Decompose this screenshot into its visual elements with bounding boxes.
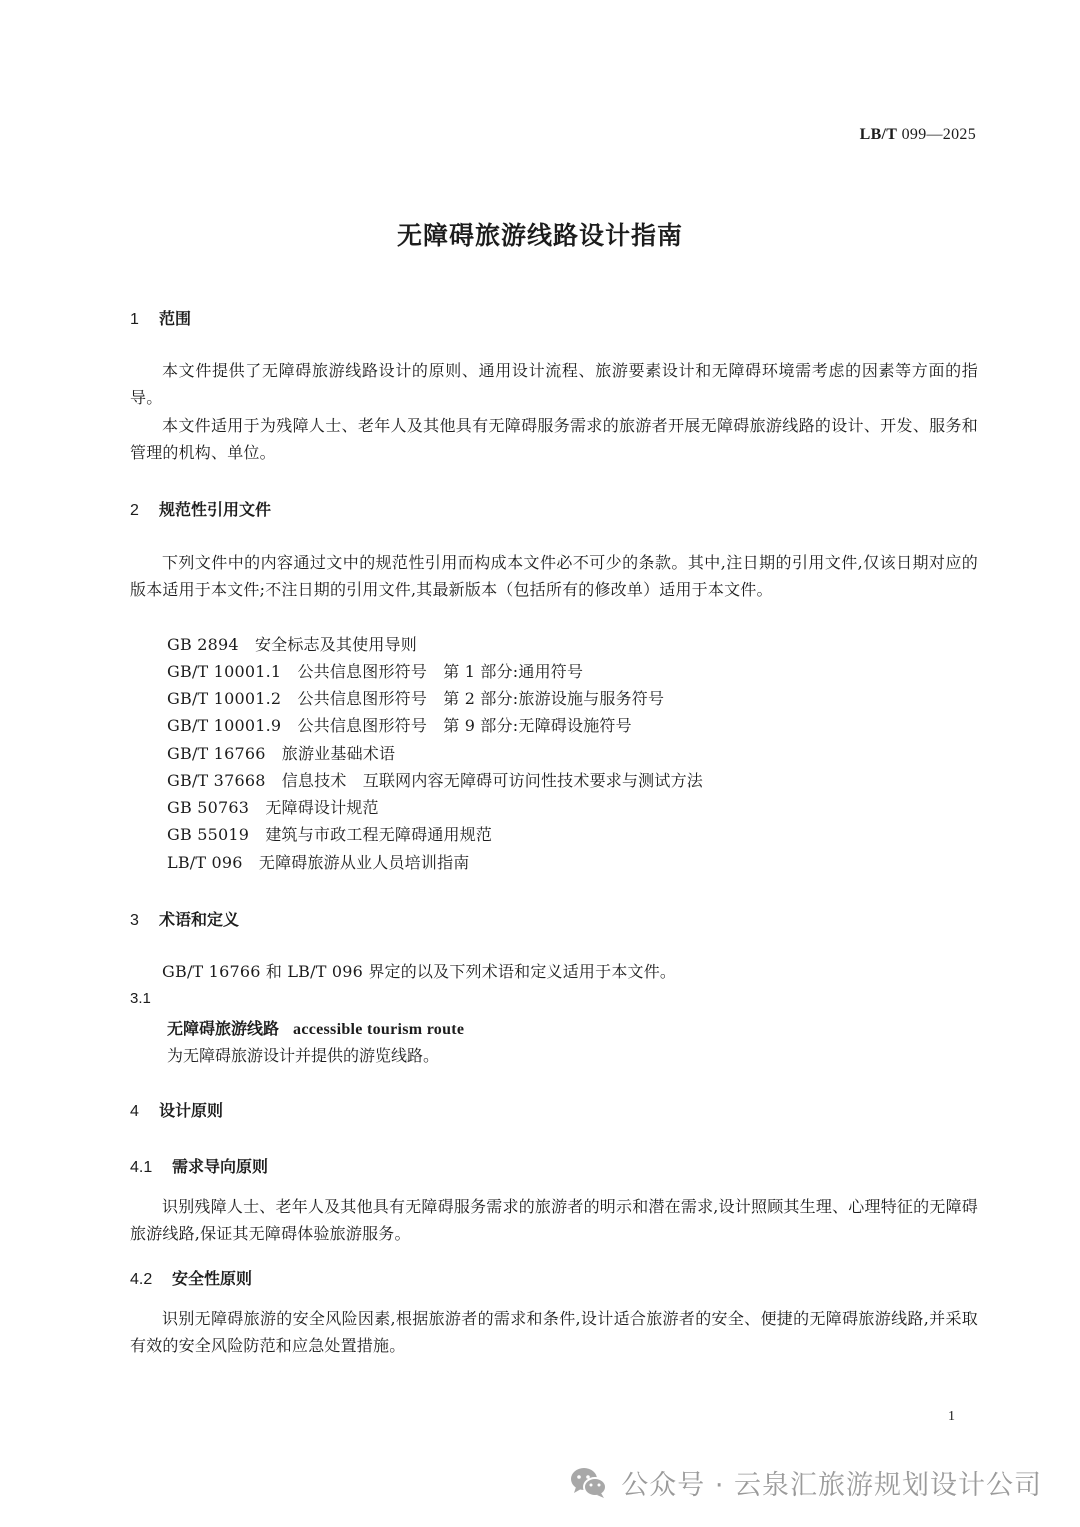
reference-item: GB/T 16766 旅游业基础术语: [167, 744, 396, 763]
code-prefix: LB/T: [859, 126, 898, 143]
subsection-title: 需求导向原则: [172, 1157, 269, 1176]
section-heading-1: [130, 306, 191, 329]
section-number: 4: [130, 1103, 139, 1120]
watermark-footer: [569, 1463, 1042, 1502]
paragraph: 下列文件中的内容通过文中的规范性引用而构成本文件必不可少的条款。其中,注日期的引用文件,仅该日期对应的版本适用于本文件;不注日期的引用文件,其最新版本（包括所有的修改单）适用于本文件。: [130, 553, 978, 599]
paragraph: 识别无障碍旅游的安全风险因素,根据旅游者的需求和条件,设计适合旅游者的安全、便捷的无障碍旅游线路,并采取有效的安全风险防范和应急处置措施。: [130, 1309, 978, 1355]
term-definition: 为无障碍旅游设计并提供的游览线路。: [167, 1046, 440, 1065]
section-title: 范围: [159, 309, 192, 328]
term-number: 3.1: [130, 990, 151, 1007]
reference-item: LB/T 096 无障碍旅游从业人员培训指南: [167, 853, 470, 872]
reference-item: GB/T 10001.1 公共信息图形符号 第 1 部分:通用符号: [167, 662, 584, 681]
reference-item: GB/T 10001.9 公共信息图形符号 第 9 部分:无障碍设施符号: [167, 716, 632, 735]
section-number: 2: [130, 502, 139, 519]
paragraph: GB/T 16766 和 LB/T 096 界定的以及下列术语和定义适用于本文件。: [162, 962, 677, 981]
subsection-title: 安全性原则: [172, 1269, 253, 1288]
paragraph: 识别残障人士、老年人及其他具有无障碍服务需求的旅游者的明示和潜在需求,设计照顾其生理、心理特征的无障碍旅游线路,保证其无障碍体验旅游服务。: [130, 1197, 978, 1243]
section-number: 1: [130, 311, 139, 328]
section-title: 术语和定义: [159, 910, 240, 929]
section-title: 规范性引用文件: [159, 500, 272, 519]
page-number: 1: [948, 1409, 955, 1424]
reference-item: GB 55019 建筑与市政工程无障碍通用规范: [167, 825, 493, 844]
reference-item: GB/T 37668 信息技术 互联网内容无障碍可访问性技术要求与测试方法: [167, 771, 703, 790]
term-name-zh: 无障碍旅游线路: [167, 1019, 280, 1038]
document-title: 无障碍旅游线路设计指南: [396, 221, 683, 250]
reference-item: GB 2894 安全标志及其使用导则: [167, 635, 417, 654]
code-number: 099—2025: [901, 126, 976, 143]
section-number: 3: [130, 912, 139, 929]
term-name-en: accessible tourism route: [293, 1021, 465, 1038]
section-title: 设计原则: [159, 1101, 224, 1120]
subsection-heading-4-2: [130, 1266, 252, 1289]
subsection-number: 4.2: [130, 1271, 153, 1288]
paragraph: 本文件提供了无障碍旅游线路设计的原则、通用设计流程、旅游要素设计和无障碍环境需考虑的因素等方面的指导。: [130, 361, 978, 407]
subsection-heading-4-1: [130, 1154, 268, 1177]
subsection-number: 4.1: [130, 1159, 153, 1176]
section-heading-4: [130, 1098, 223, 1121]
reference-item: GB 50763 无障碍设计规范: [167, 798, 379, 817]
section-heading-3: [130, 907, 239, 930]
reference-item: GB/T 10001.2 公共信息图形符号 第 2 部分:旅游设施与服务符号: [167, 689, 665, 708]
paragraph: 本文件适用于为残障人士、老年人及其他具有无障碍服务需求的旅游者开展无障碍旅游线路的设计、开发、服务和管理的机构、单位。: [130, 416, 978, 462]
watermark-text: 公众号 · 云泉汇旅游规划设计公司: [621, 1470, 1042, 1501]
wechat-icon: [569, 1466, 609, 1500]
document-code: [860, 126, 976, 144]
term-name: [167, 1016, 464, 1039]
section-heading-2: [130, 497, 271, 520]
